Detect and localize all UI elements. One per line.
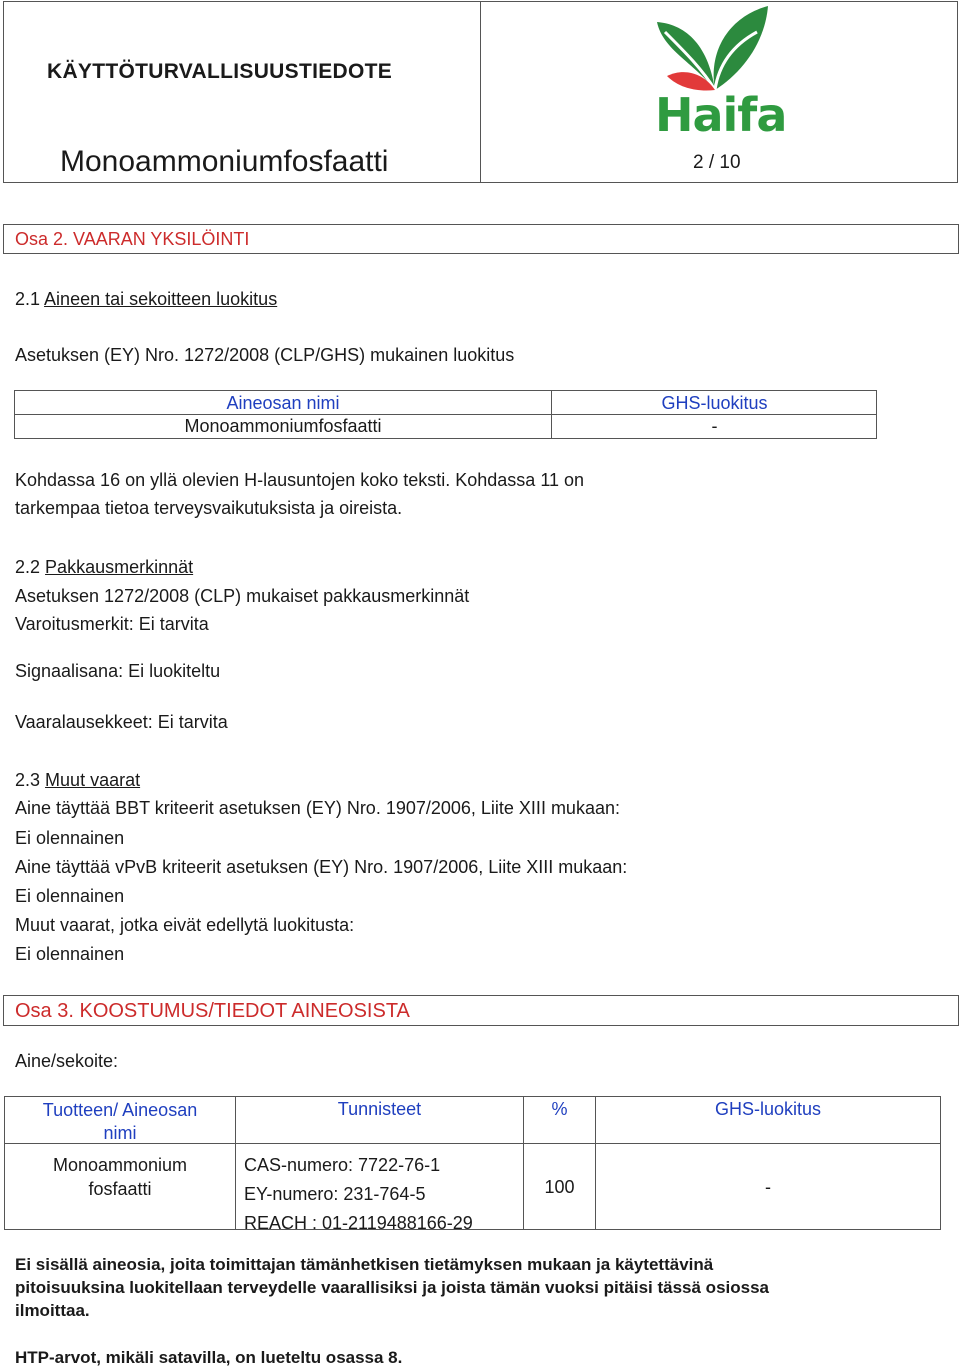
col-header-product-line1: Tuotteen/ Aineosan — [42, 1100, 198, 1120]
other-hazards-value: Ei olennainen — [15, 944, 125, 964]
warning-symbols-row — [15, 614, 209, 635]
statement-line-3: ilmoittaa. — [15, 1301, 90, 1320]
classification-table — [14, 390, 877, 439]
labelling-regulation: Asetuksen 1272/2008 (CLP) mukaiset pakkausmerkinnät — [15, 586, 470, 606]
cell-percent: 100 — [544, 1177, 575, 1197]
col-header-ghs: GHS-luokitus — [714, 1099, 822, 1119]
cas-number: CAS-numero: 7722-76-1 — [244, 1155, 441, 1175]
ec-number: EY-numero: 231-764-5 — [244, 1184, 426, 1204]
logo-wordmark: Haifa — [655, 88, 787, 142]
table-cell-ghs: - — [711, 416, 718, 436]
statement-line-2: pitoisuuksina luokitellaan terveydelle vaarallisiksi ja joista tämän vuoksi pitäisi tässä osiossa — [15, 1278, 769, 1297]
col-header-identifiers: Tunnisteet — [337, 1099, 422, 1119]
table-header-substance: Aineosan nimi — [226, 393, 340, 413]
note-line-1: Kohdassa 16 on yllä olevien H-lausuntojen koko teksti. Kohdassa 11 on — [15, 470, 585, 490]
section-2-3-title — [15, 770, 140, 791]
hazard-statements-value: Ei tarvita — [157, 712, 228, 732]
regulation-line: Asetuksen (EY) Nro. 1272/2008 (CLP/GHS) mukainen luokitus — [15, 345, 515, 365]
col-header-product — [5, 1099, 235, 1145]
warning-symbols-label: Varoitusmerkit: — [15, 614, 134, 634]
document-title: KÄYTTÖTURVALLISUUSTIEDOTE — [47, 60, 393, 83]
signal-word-row — [15, 661, 220, 682]
htp-line: HTP-arvot, mikäli satavilla, on lueteltu osassa 8. — [15, 1348, 403, 1367]
cell-identifiers — [244, 1151, 473, 1238]
cell-product-name — [5, 1153, 235, 1201]
section3-heading: Osa 3. KOOSTUMUS/TIEDOT AINEOSISTA — [15, 1000, 410, 1022]
section-2-1-heading: Aineen tai sekoitteen luokitus — [44, 289, 278, 309]
page-number: 2 / 10 — [693, 152, 741, 173]
warning-symbols-value: Ei tarvita — [138, 614, 209, 634]
section-2-2-number: 2.2 — [15, 557, 41, 577]
hazard-statements-row — [15, 712, 228, 733]
other-hazards-label: Muut vaarat, jotka eivät edellytä luokitusta: — [15, 915, 355, 935]
section-2-1-title — [15, 289, 277, 310]
hazard-statements-label: Vaaralausekkeet: — [15, 712, 153, 732]
pbt-label: Aine täyttää BBT kriteerit asetuksen (EY) Nro. 1907/2006, Liite XIII mukaan: — [15, 798, 620, 818]
section-2-3-heading: Muut vaarat — [45, 770, 141, 790]
note-line-2: tarkempaa tietoa terveysvaikutuksista ja oireista. — [15, 498, 403, 518]
cell-product-name-line2: fosfaatti — [88, 1179, 152, 1199]
section-2-3-number: 2.3 — [15, 770, 41, 790]
composition-table — [4, 1096, 941, 1233]
table-header-ghs: GHS-luokitus — [661, 393, 768, 413]
col-header-percent: % — [551, 1099, 568, 1119]
leaf-icon — [653, 2, 777, 92]
signal-word-value: Ei luokiteltu — [128, 661, 221, 681]
table-divider — [15, 414, 876, 415]
substance-label: Aine/sekoite: — [15, 1051, 119, 1071]
col-header-product-line2: nimi — [103, 1123, 137, 1143]
section-2-2-heading: Pakkausmerkinnät — [45, 557, 194, 577]
vpvb-label: Aine täyttää vPvB kriteerit asetuksen (EY) Nro. 1907/2006, Liite XIII mukaan: — [15, 857, 628, 877]
reach-number: REACH : 01-2119488166-29 — [244, 1213, 473, 1233]
cell-ghs: - — [765, 1177, 771, 1197]
statement-line-1: Ei sisällä aineosia, joita toimittajan tämänhetkisen tietämyksen mukaan ja käytettävinä — [15, 1255, 714, 1274]
pbt-value: Ei olennainen — [15, 828, 125, 848]
product-title: Monoammoniumfosfaatti — [60, 145, 389, 178]
haifa-logo — [653, 2, 787, 142]
cell-product-name-line1: Monoammonium — [52, 1155, 188, 1175]
section-2-2-title — [15, 557, 193, 578]
section2-heading: Osa 2. VAARAN YKSILÖINTI — [15, 229, 250, 249]
signal-word-label: Signaalisana: — [15, 661, 124, 681]
table-cell-substance: Monoammoniumfosfaatti — [184, 416, 382, 436]
vpvb-value: Ei olennainen — [15, 886, 125, 906]
section-2-1-number: 2.1 — [15, 289, 41, 309]
